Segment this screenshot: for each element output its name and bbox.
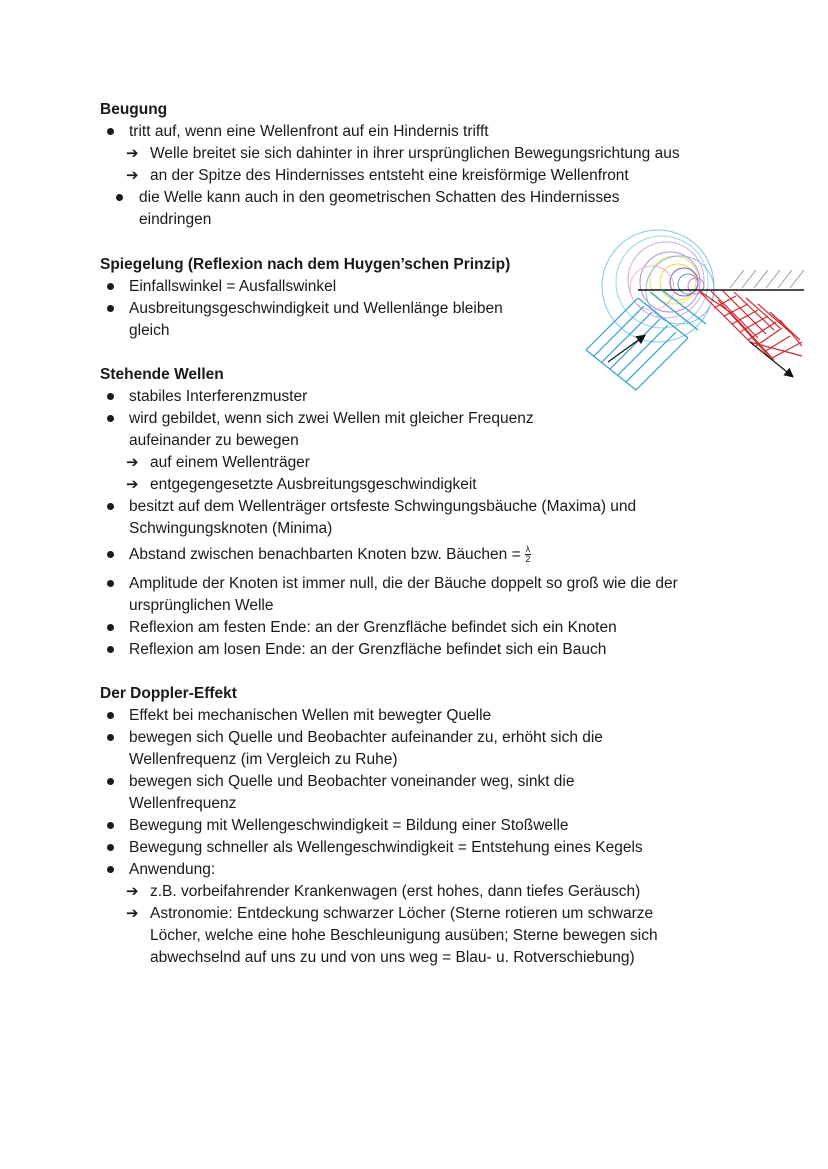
doppler-arrow-2-line-2: Löcher, welche eine hohe Beschleunigung ausüben; Sterne bewegen sich — [150, 927, 658, 944]
doppler-bullet-2-line-1: bewegen sich Quelle und Beobachter aufeinander zu, erhöht sich die — [129, 729, 603, 746]
arrow-icon: ➔ — [126, 476, 139, 493]
doppler-bullet-6: Anwendung: — [129, 861, 216, 878]
bullet-icon — [107, 822, 114, 829]
bullet-icon — [107, 624, 114, 631]
arrow-icon: ➔ — [126, 905, 139, 922]
lambda-half-fraction — [525, 545, 532, 564]
mirror-hatching — [730, 270, 804, 288]
bullet-icon — [116, 194, 123, 201]
bullet-icon — [107, 778, 114, 785]
bullet-icon — [107, 646, 114, 653]
doppler-bullet-1: Effekt bei mechanischen Wellen mit bewegter Quelle — [129, 707, 492, 724]
arrow-icon: ➔ — [126, 145, 139, 162]
bullet-icon — [107, 734, 114, 741]
fraction-numerator: λ — [525, 544, 531, 555]
heading-spiegelung: Spiegelung (Reflexion nach dem Huygen’schen Prinzip) — [100, 256, 511, 273]
bullet-icon — [107, 283, 114, 290]
beugung-bullet-2-line-1: die Welle kann auch in den geometrischen Schatten des Hindernisses — [139, 189, 620, 206]
wavelet-circles — [602, 230, 714, 342]
bullet-icon — [107, 393, 114, 400]
stehende-bullet-7: Reflexion am losen Ende: an der Grenzfläche befindet sich ein Bauch — [129, 641, 607, 658]
stehende-bullet-5-line-1: Amplitude der Knoten ist immer null, die der Bäuche doppelt so groß wie die der — [129, 575, 678, 592]
fraction-denominator: 2 — [525, 554, 531, 565]
spiegelung-bullet-1: Einfallswinkel = Ausfallswinkel — [129, 278, 337, 295]
doppler-arrow-2-line-1: Astronomie: Entdeckung schwarzer Löcher (Sterne rotieren um schwarze — [150, 905, 654, 922]
doppler-bullet-3-line-1: bewegen sich Quelle und Beobachter voneinander weg, sinkt die — [129, 773, 575, 790]
stehende-bullet-1: stabiles Interferenzmuster — [129, 388, 308, 405]
arrow-icon: ➔ — [126, 454, 139, 471]
stehende-bullet-6: Reflexion am festen Ende: an der Grenzfläche befindet sich ein Knoten — [129, 619, 617, 636]
heading-beugung: Beugung — [100, 101, 168, 118]
stehende-bullet-3-line-1: besitzt auf dem Wellenträger ortsfeste Schwingungsbäuche (Maxima) und — [129, 498, 637, 515]
beugung-arrow-2: an der Spitze des Hindernisses entsteht eine kreisförmige Wellenfront — [150, 167, 629, 184]
beugung-bullet-2-line-2: eindringen — [139, 211, 212, 228]
spiegelung-bullet-2-line-1: Ausbreitungsgeschwindigkeit und Wellenlänge bleiben — [129, 300, 503, 317]
doppler-bullet-2-line-2: Wellenfrequenz (im Vergleich zu Ruhe) — [129, 751, 398, 768]
stehende-bullet-5-line-2: ursprünglichen Welle — [129, 597, 274, 614]
stehende-bullet-4 — [129, 544, 531, 566]
bullet-icon — [107, 712, 114, 719]
incident-wave — [586, 290, 706, 390]
stehende-bullet-4-text: Abstand zwischen benachbarten Knoten bzw. Bäuchen = — [129, 546, 521, 563]
bullet-icon — [107, 305, 114, 312]
doppler-bullet-4: Bewegung mit Wellengeschwindigkeit = Bildung einer Stoßwelle — [129, 817, 569, 834]
doppler-arrow-1: z.B. vorbeifahrender Krankenwagen (erst hohes, dann tiefes Geräusch) — [150, 883, 641, 900]
doppler-arrow-2-line-3: abwechselnd auf uns zu und von uns weg = Blau- u. Rotverschiebung) — [150, 949, 635, 966]
stehende-bullet-3-line-2: Schwingungsknoten (Minima) — [129, 520, 333, 537]
bullet-icon — [107, 415, 114, 422]
stehende-arrow-1: auf einem Wellenträger — [150, 454, 310, 471]
bullet-icon — [107, 128, 114, 135]
heading-stehende-wellen: Stehende Wellen — [100, 366, 224, 383]
spiegelung-bullet-2-line-2: gleich — [129, 322, 170, 339]
bullet-icon — [107, 551, 114, 558]
beugung-arrow-1: Welle breitet sie sich dahinter in ihrer ursprünglichen Bewegungsrichtung aus — [150, 145, 680, 162]
stehende-arrow-2: entgegengesetzte Ausbreitungsgeschwindigkeit — [150, 476, 477, 493]
doppler-bullet-5: Bewegung schneller als Wellengeschwindigkeit = Entstehung eines Kegels — [129, 839, 643, 856]
doppler-bullet-3-line-2: Wellenfrequenz — [129, 795, 237, 812]
stehende-bullet-2-line-2: aufeinander zu bewegen — [129, 432, 299, 449]
reflection-huygens-diagram — [580, 228, 810, 400]
bullet-icon — [107, 503, 114, 510]
heading-doppler-effekt: Der Doppler-Effekt — [100, 685, 237, 702]
reflected-wave — [698, 290, 802, 360]
incident-arrow — [608, 336, 644, 362]
beugung-bullet-1: tritt auf, wenn eine Wellenfront auf ein Hindernis trifft — [129, 123, 489, 140]
arrow-icon: ➔ — [126, 883, 139, 900]
bullet-icon — [107, 844, 114, 851]
arrow-icon: ➔ — [126, 167, 139, 184]
stehende-bullet-2-line-1: wird gebildet, wenn sich zwei Wellen mit gleicher Frequenz — [129, 410, 534, 427]
bullet-icon — [107, 580, 114, 587]
bullet-icon — [107, 866, 114, 873]
